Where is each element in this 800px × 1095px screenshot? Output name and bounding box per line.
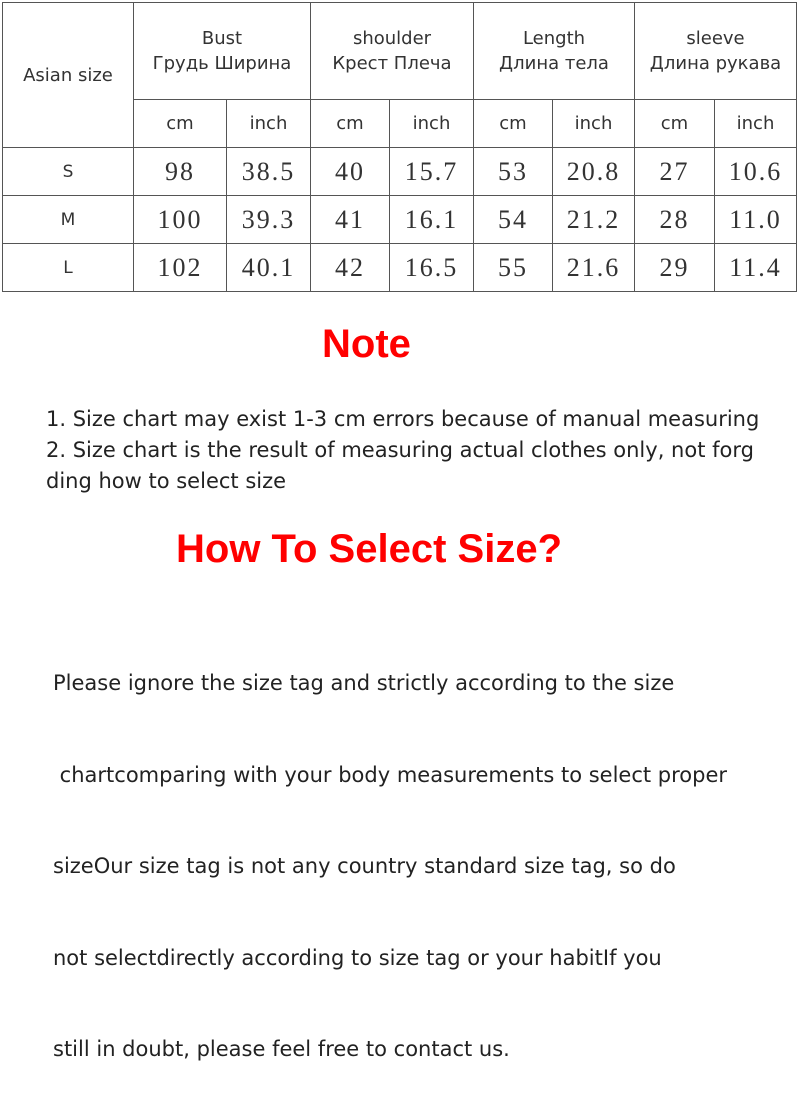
unit-cell: cm xyxy=(311,100,390,148)
table-row xyxy=(3,148,797,196)
note-title: Note xyxy=(322,322,411,366)
note-line: 2. Size chart is the result of measuring actual clothes only, not forg xyxy=(46,438,754,462)
length-header: Length Длина тела xyxy=(474,3,635,100)
value-cell: 41 xyxy=(311,196,390,244)
unit-cell: inch xyxy=(715,100,797,148)
value-cell: 28 xyxy=(635,196,715,244)
size-label: L xyxy=(3,244,134,292)
unit-cell: cm xyxy=(134,100,227,148)
how-to-select-text xyxy=(53,607,793,1095)
how-to-select-title: How To Select Size? xyxy=(176,527,562,571)
value-cell: 55 xyxy=(474,244,553,292)
value-cell: 16.1 xyxy=(390,196,474,244)
value-cell: 98 xyxy=(134,148,227,196)
value-cell: 39.3 xyxy=(227,196,311,244)
value-cell: 29 xyxy=(635,244,715,292)
unit-cell: inch xyxy=(227,100,311,148)
value-cell: 10.6 xyxy=(715,148,797,196)
value-cell: 42 xyxy=(311,244,390,292)
table-row xyxy=(3,196,797,244)
value-cell: 54 xyxy=(474,196,553,244)
note-line: 1. Size chart may exist 1-3 cm errors because of manual measuring xyxy=(46,407,760,431)
value-cell: 11.0 xyxy=(715,196,797,244)
value-cell: 38.5 xyxy=(227,148,311,196)
note-line: ding how to select size xyxy=(46,469,287,493)
bust-header: Bust Грудь Ширина xyxy=(134,3,311,100)
instruction-line: Please ignore the size tag and strictly according to the size xyxy=(53,671,675,695)
value-cell: 20.8 xyxy=(553,148,635,196)
instruction-line: sizeOur size tag is not any country standard size tag, so do xyxy=(53,854,676,878)
instruction-line: still in doubt, please feel free to contact us. xyxy=(53,1037,510,1061)
size-label: S xyxy=(3,148,134,196)
value-cell: 27 xyxy=(635,148,715,196)
value-cell: 102 xyxy=(134,244,227,292)
value-cell: 11.4 xyxy=(715,244,797,292)
size-label: M xyxy=(3,196,134,244)
unit-cell: cm xyxy=(474,100,553,148)
value-cell: 15.7 xyxy=(390,148,474,196)
unit-cell: cm xyxy=(635,100,715,148)
value-cell: 21.6 xyxy=(553,244,635,292)
value-cell: 40 xyxy=(311,148,390,196)
instruction-line: chartcomparing with your body measurements to select proper xyxy=(53,762,728,787)
size-table xyxy=(2,2,797,292)
sleeve-header: sleeve Длина рукава xyxy=(635,3,797,100)
value-cell: 16.5 xyxy=(390,244,474,292)
asian-size-header: Asian size xyxy=(3,3,134,148)
shoulder-header: shoulder Крест Плеча xyxy=(311,3,474,100)
value-cell: 40.1 xyxy=(227,244,311,292)
unit-cell: inch xyxy=(553,100,635,148)
value-cell: 53 xyxy=(474,148,553,196)
note-text xyxy=(46,404,800,497)
unit-cell: inch xyxy=(390,100,474,148)
value-cell: 100 xyxy=(134,196,227,244)
value-cell: 21.2 xyxy=(553,196,635,244)
instruction-line: not selectdirectly according to size tag or your habitIf you xyxy=(53,945,662,970)
table-row xyxy=(3,244,797,292)
